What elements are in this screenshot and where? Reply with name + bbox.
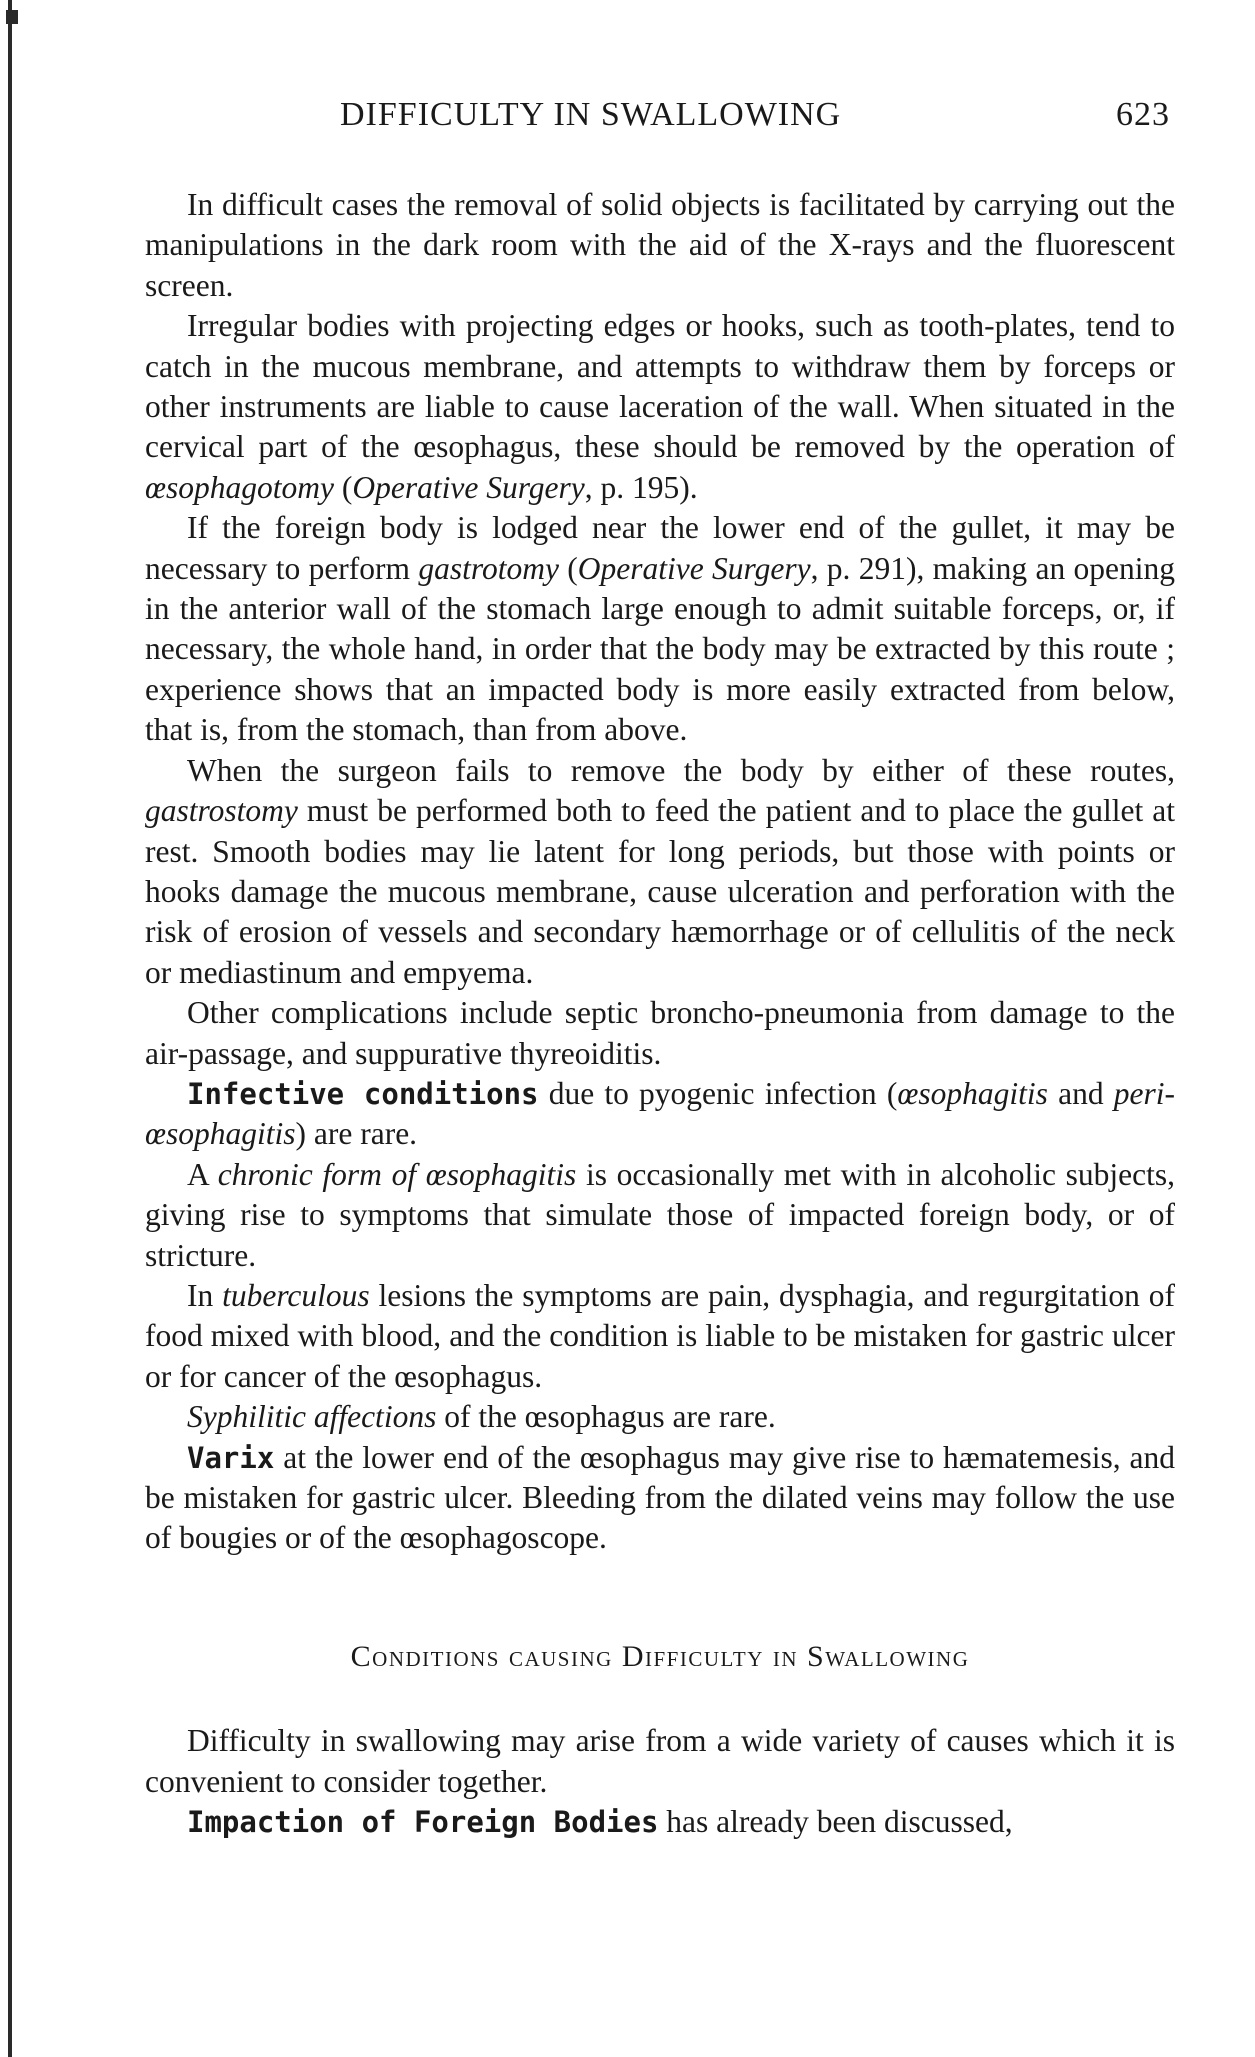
italic-term: chronic form of œsophagitis: [217, 1156, 577, 1192]
running-title: DIFFICULTY IN SWALLOWING: [340, 96, 842, 133]
body-text: [145, 185, 1175, 1842]
paragraph: [145, 306, 1175, 508]
italic-term: tuberculous: [222, 1277, 370, 1313]
italic-term: Syphilitic affections: [187, 1399, 437, 1435]
paragraph: [145, 508, 1175, 750]
paragraph: [145, 1438, 1175, 1559]
text-run: In: [187, 1277, 223, 1313]
paragraph: [145, 1155, 1175, 1276]
text-run: A: [187, 1156, 218, 1192]
text-run: at the lower end of the œsophagus may give rise to hæmatemesis, and be mistaken for gastric ulcer. Bleeding from the dilated veins may follow the use of bougies or of the œsophagoscope.: [145, 1439, 1175, 1556]
paragraph-list: [145, 185, 1175, 1559]
italic-term: gastrostomy: [145, 793, 298, 829]
text-run: Other complications include septic broncho-pneumonia from damage to the air-passage, and suppurative thyreoiditis.: [145, 995, 1175, 1071]
bold-heading-term: Impaction of Foreign Bodies: [187, 1805, 659, 1840]
text-run: (: [558, 550, 578, 586]
text-run: due to pyogenic infection (: [538, 1075, 898, 1111]
text-run: is occasionally met with in alcoholic subjects, giving rise to symptoms that simulate those of impacted foreign body, or of stricture.: [145, 1156, 1175, 1273]
text-run: If the foreign body is lodged near the lower end of the gullet, it may be necessary to perform: [145, 510, 1175, 586]
text-run: and: [1047, 1075, 1114, 1111]
text-run: ) are rare.: [295, 1116, 418, 1152]
paragraph: [145, 993, 1175, 1074]
text-run: , p. 195).: [584, 469, 698, 505]
text-run: Difficulty in swallowing may arise from a wide variety of causes which it is convenient to consider together.: [145, 1723, 1175, 1799]
section-paragraph-list: [145, 1721, 1175, 1842]
text-run: (: [334, 469, 353, 505]
section-heading: Conditions causing Difficulty in Swallowing: [350, 1639, 970, 1673]
text-run: Irregular bodies with projecting edges or hooks, such as tooth-plates, tend to catch in the mucous membrane, and attempts to withdraw them by forceps or other instruments are liable to cause laceration of the wall. When situated in the cervical part of the œsophagus, these should be removed by the operation of: [145, 308, 1175, 465]
italic-term: peri-œsophagitis: [145, 1075, 1175, 1152]
paragraph: [145, 1074, 1175, 1155]
text-run: must be performed both to feed the patient and to place the gullet at rest. Smooth bodies may lie latent for long periods, but those with points or hooks damage the mucous membrane, cause ulceration and perforation with the risk of erosion of vessels and secondary hæmorrhage or of cellulitis of the neck or mediastinum and empyema.: [145, 793, 1175, 990]
paragraph: [145, 1397, 1175, 1437]
bold-heading-term: Infective conditions: [187, 1076, 539, 1111]
paragraph: [145, 1276, 1175, 1397]
paragraph: [145, 185, 1175, 306]
text-run: When the surgeon fails to remove the body by either of these routes,: [187, 752, 1175, 788]
text-run: lesions the symptoms are pain, dysphagia, and regurgitation of food mixed with blood, and the condition is liable to be mistaken for gastric ulcer or for cancer of the œsophagus.: [145, 1277, 1175, 1394]
italic-term: œsophagitis: [897, 1075, 1048, 1111]
page-number: 623: [1116, 96, 1170, 133]
italic-term: gastrotomy: [418, 550, 559, 586]
text-run: of the œsophagus are rare.: [436, 1399, 776, 1435]
text-run: , p. 291), making an opening in the anterior wall of the stomach large enough to admit suitable forceps, or, if necessary, the whole hand, in order that the body may be extracted by this route ; experience shows that an impacted body is more easily extracted from below, that is, from the stomach, than from above.: [145, 550, 1175, 748]
italic-term: œsophagotomy: [145, 469, 334, 505]
bold-heading-term: Varix: [187, 1440, 275, 1475]
page-header: [340, 96, 1170, 142]
italic-term: Operative Surgery: [352, 469, 585, 505]
text-run: has already been discussed,: [658, 1804, 1013, 1840]
page-edge-binding: [6, 0, 18, 2057]
paragraph: [145, 1802, 1175, 1842]
italic-term: Operative Surgery: [577, 550, 811, 586]
paragraph: [145, 1721, 1175, 1802]
text-run: In difficult cases the removal of solid objects is facilitated by carrying out the manipulations in the dark room with the aid of the X-rays and the fluorescent screen.: [145, 187, 1175, 303]
paragraph: [145, 751, 1175, 993]
